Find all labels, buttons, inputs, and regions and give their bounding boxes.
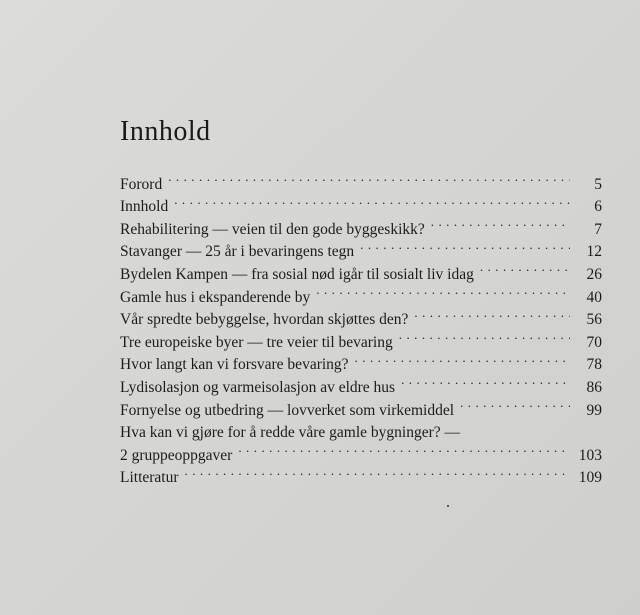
toc-entry	[120, 211, 602, 238]
toc-entry-page: 103	[578, 446, 602, 464]
toc-entry	[120, 460, 602, 487]
toc-entry-page: 109	[578, 469, 602, 487]
toc-entry-title: Innhold	[120, 198, 169, 216]
paper-speck	[447, 505, 449, 507]
toc-entry-page: 6	[594, 198, 602, 216]
toc-entry-page: 99	[586, 401, 602, 419]
toc-entry-title: Lydisolasjon og varmeisolasjon av eldre hus	[120, 378, 396, 396]
toc-entry-page: 86	[586, 378, 602, 396]
toc-entry-page: 12	[586, 243, 602, 261]
dot-leader	[401, 369, 570, 392]
toc-entry-page: 70	[586, 333, 602, 351]
toc-entry-title: Forord	[120, 175, 163, 193]
dot-leader	[466, 415, 570, 438]
dot-leader	[414, 302, 570, 325]
toc-entry-title: Hva kan vi gjøre for å redde våre gamle bygninger? —	[120, 424, 461, 442]
toc-entry-title: Tre europeiske byer — tre veier til bevaring	[120, 333, 393, 351]
toc-entry-page: 78	[586, 356, 602, 374]
table-of-contents	[120, 166, 602, 487]
toc-entry-title: Gamle hus i ekspanderende by	[120, 288, 311, 306]
dot-leader	[431, 211, 570, 234]
toc-entry-title: Vår spredte bebyggelse, hvordan skjøttes den?	[120, 311, 409, 329]
dot-leader	[174, 189, 570, 212]
toc-entry-page: 26	[586, 265, 602, 283]
dot-leader	[168, 166, 570, 189]
toc-entry-page: 56	[586, 311, 602, 329]
dot-leader	[355, 347, 570, 370]
toc-entry-title: Fornyelse og utbedring — lovverket som virkemiddel	[120, 401, 455, 419]
toc-entry	[120, 166, 602, 193]
toc-entry-page: 7	[594, 220, 602, 238]
dot-leader	[360, 234, 570, 257]
page-title: Innhold	[120, 116, 211, 147]
dot-leader	[316, 279, 570, 302]
toc-entry-title: Stavanger — 25 år i bevaringens tegn	[120, 243, 355, 261]
dot-leader	[238, 437, 570, 460]
toc-entry-page: 5	[594, 175, 602, 193]
toc-entry-title: Bydelen Kampen — fra sosial nød igår til sosialt liv idag	[120, 265, 474, 283]
toc-entry-title: 2 gruppeoppgaver	[120, 446, 233, 464]
toc-entry-page: 40	[586, 288, 602, 306]
toc-entry-title: Rehabilitering — veien til den gode byggeskikk?	[120, 220, 425, 238]
dot-leader	[399, 324, 570, 347]
toc-entry	[120, 189, 602, 216]
dot-leader	[480, 256, 570, 279]
toc-entry-title: Hvor langt kan vi forsvare bevaring?	[120, 356, 349, 374]
toc-entry-title: Litteratur	[120, 469, 179, 487]
dot-leader	[185, 460, 570, 483]
dot-leader	[460, 392, 570, 415]
